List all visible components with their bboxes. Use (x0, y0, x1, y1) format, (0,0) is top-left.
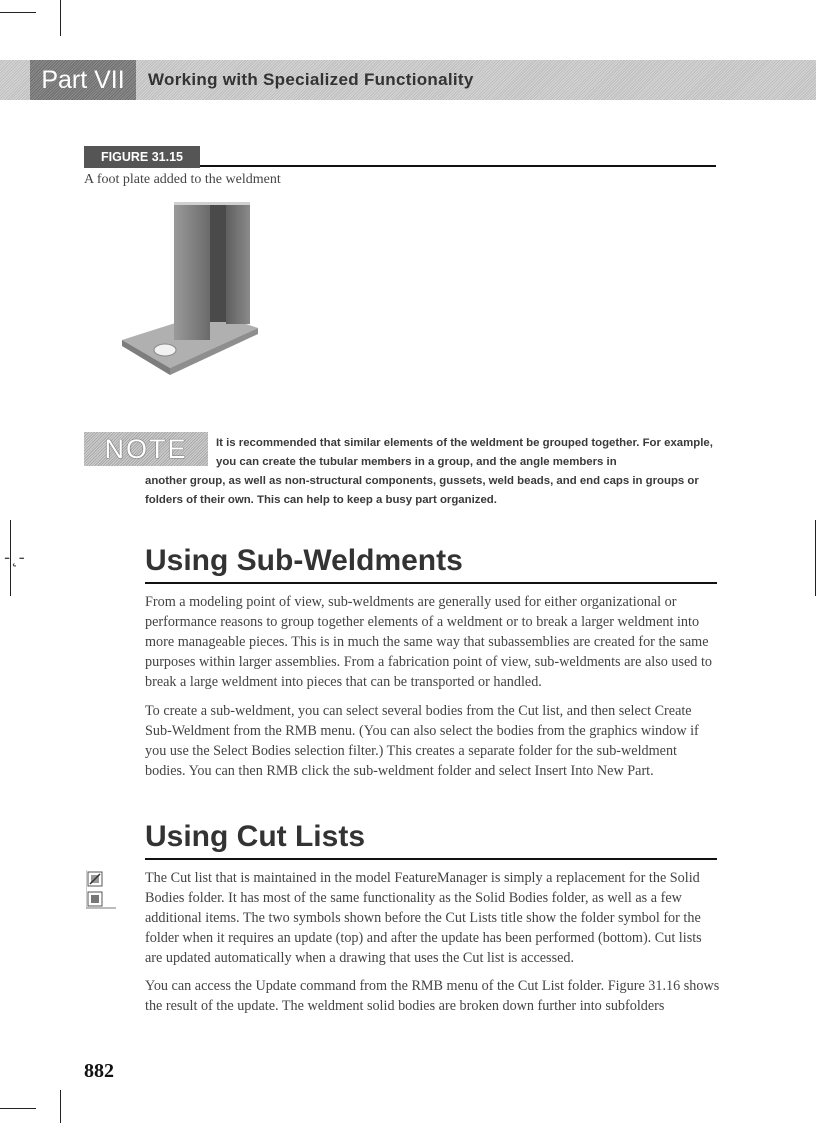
section-heading-sub-weldments: Using Sub-Weldments (145, 544, 463, 577)
note-text-continued: another group, as well as non-structural components, gussets, weld beads, and end caps in groups or folders of their own. This can help to keep a busy part organized. (145, 475, 699, 506)
section-rule (145, 858, 717, 860)
registration-mark-icon: -˛- (4, 548, 25, 568)
section-heading-cut-lists: Using Cut Lists (145, 820, 366, 853)
part-title: Working with Specialized Functionality (148, 70, 474, 89)
cut-list-icons (86, 870, 120, 910)
crop-mark-top-left (0, 12, 36, 13)
cut-list-folder-updated-icon (88, 892, 102, 906)
paragraph: The Cut list that is maintained in the model FeatureManager is simply a replacement for the Solid Bodies folder. It has most of the same functionality as the Solid Bodies folder, as well as a few additional items. The two symbols shown before the Cut Lists title show the folder symbol for the folder when it requires an update (top) and after the update has been performed (bottom). Cut lists are updated automatically when a drawing that uses the Cut list is accessed. (145, 870, 702, 966)
figure-rule (200, 165, 716, 167)
cut-list-folder-update-needed-icon (88, 872, 102, 886)
figure-caption: A foot plate added to the weldment (84, 172, 281, 187)
note-tag: NOTE (84, 432, 208, 466)
paragraph: You can access the Update command from the RMB menu of the Cut List folder. Figure 31.16 shows the result of the update. The weldment solid bodies are broken down further into subfolders (145, 978, 720, 1014)
figure-tag: FIGURE 31.15 (84, 146, 200, 168)
paragraph: To create a sub-weldment, you can select several bodies from the Cut list, and then select Create Sub-Weldment from the RMB menu. (You can also select the bodies from the graphics window if you use the Select Bodies selection filter.) This creates a separate folder for the sub-weldment bodies. You can then RMB click the sub-weldment folder and select Insert Into New Part. (145, 703, 699, 779)
page-number: 882 (84, 1060, 114, 1082)
paragraph: From a modeling point of view, sub-weldments are generally used for either organizational or performance reasons to group together elements of a weldment or to break a larger weldment into more manageable pieces. This is in much the same way that subassemblies are created for the same purposes within larger assemblies. From a fabrication point of view, sub-weldments are also used to break a large weldment into pieces that can be transported or handled. (145, 594, 712, 690)
weldment-foot-plate-image (110, 200, 330, 390)
section-rule (145, 582, 717, 584)
crop-mark-bottom-left (0, 1108, 36, 1109)
weldment-foot-plate-figure (110, 200, 330, 395)
note-text-first-line: It is recommended that similar elements of the weldment be grouped together. For example, you can create the tubular members in a group, and the angle members in (216, 437, 713, 468)
crop-mark-bottom-left-vertical (60, 1090, 61, 1123)
part-label: Part VII (30, 60, 136, 100)
crop-mark-top-left-vertical (60, 0, 61, 36)
